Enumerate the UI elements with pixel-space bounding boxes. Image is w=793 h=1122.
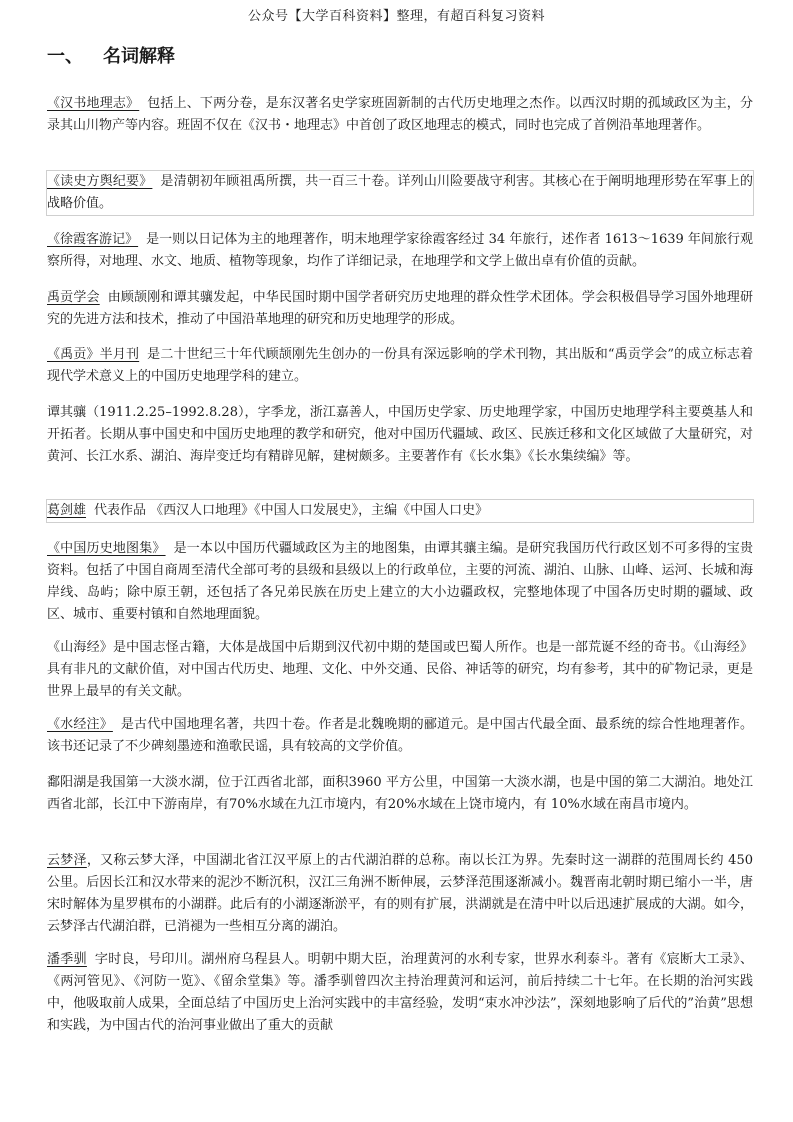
entry-term: 禹贡学会 xyxy=(47,290,100,305)
entry-term: 《汉书地理志》 xyxy=(47,96,140,111)
entry-text: 是古代中国地理名著，共四十卷。作者是北魏晚期的郦道元。是中国古代最全面、最系统的综合性地理著作。该书还记录了不少碑刻墨迹和渔歌民谣，具有较高的文学价值。 xyxy=(47,717,753,754)
entry-text: 谭其骧（1911.2.25–1992.8.28），字季龙，浙江嘉善人，中国历史学家、历史地理学家，中国历史地理学科主要奠基人和开拓者。长期从事中国史和中国历史地理的教学和研究，他对中国历代疆域、政区、民族迁移和文化区域做了大量研究，对黄河、长江水系、湖泊、海岸变迁均有精辟见解，建树颇多。主要著作有《长水集》《长水集续编》等。 xyxy=(47,405,753,464)
entry-term: 潘季驯 xyxy=(47,952,87,967)
entry-term: 《徐霞客游记》 xyxy=(47,232,139,247)
section-number: 一、 xyxy=(47,46,83,67)
page-header: 公众号【大学百科资料】整理，有超百科复习资料 xyxy=(247,9,545,24)
entry-term: 葛剑雄 xyxy=(47,503,87,518)
entry-term: 《读史方舆纪要》 xyxy=(47,174,153,189)
entry-poyang-lake xyxy=(47,772,753,816)
entry-term: 云梦泽 xyxy=(47,853,87,868)
entry-ge-jianxiong xyxy=(47,500,753,522)
entry-historical-atlas xyxy=(47,538,753,626)
entry-text: 由顾颉刚和谭其骧发起，中华民国时期中国学者研究历史地理的群众性学术团体。学会积极倡导学习国外地理研究的先进方法和技术，推动了中国沿革地理的研究和历史地理学的形成。 xyxy=(47,290,753,327)
entry-dushi-fangyu-jiyao xyxy=(47,171,753,215)
entry-term: 《禹贡》半月刊 xyxy=(47,347,140,362)
entry-yugong-society xyxy=(47,287,753,331)
entry-text: 鄱阳湖是我国第一大淡水湖，位于江西省北部，面积3960 平方公里，中国第一大淡水湖，也是中国的第二大湖泊。地处江西省北部，长江中下游南岸，有70%水域在九江市境内，有20%水域在上饶市境内，有 10%水域在南昌市境内。 xyxy=(47,775,753,812)
section-title xyxy=(47,42,175,68)
entry-text: ，又称云梦大泽，中国湖北省江汉平原上的古代湖泊群的总称。南以长江为界。先秦时这一湖群的范围周长约 450 公里。后因长江和汉水带来的泥沙不断沉积，汉江三角洲不断伸展，云梦泽范围逐渐减小。魏晋南北朝时期已缩小一半，唐宋时解体为星罗棋布的小湖群。此后有的小湖逐渐淤平，有的则有扩展，洪湖就是在清中叶以后迅速扩展成的大湖。如今，云梦泽古代湖泊群，已消褪为一些相互分离的湖泊。 xyxy=(47,853,753,934)
section-heading: 名词解释 xyxy=(103,46,175,67)
entry-text: 是一则以日记体为主的地理著作，明末地理学家徐霞客经过 34 年旅行，述作者 1613～1639 年间旅行观察所得，对地理、水文、地质、植物等现象，均作了详细记录，在地理学和文学上做出卓有价值的贡献。 xyxy=(47,232,753,269)
entry-text: 包括上、下两分卷，是东汉著名史学家班固新制的古代历史地理之杰作。以西汉时期的孤域政区为主，分录其山川物产等内容。班固不仅在《汉书・地理志》中首创了政区地理志的模式，同时也完成了首例沿革地理著作。 xyxy=(47,96,753,133)
entry-shuijingzhu xyxy=(47,714,753,758)
entry-text: 是二十世纪三十年代顾颉刚先生创办的一份具有深远影响的学术刊物，其出版和“禹贡学会”的成立标志着现代学术意义上的中国历史地理学科的建立。 xyxy=(47,347,753,384)
entry-yugong-journal xyxy=(47,344,753,388)
entry-tan-qixiang xyxy=(47,402,753,468)
entry-term: 《中国历史地图集》 xyxy=(47,541,166,556)
entry-xu-xiake-youji xyxy=(47,229,753,273)
entry-term: 《水经注》 xyxy=(47,717,113,732)
entry-hanshu-dilizhi xyxy=(47,93,753,137)
entry-text: 代表作品 《西汉人口地理》《中国人口发展史》，主编《中国人口史》 xyxy=(94,503,489,518)
entry-pan-jixun xyxy=(47,949,753,1037)
entry-yunmengze xyxy=(47,850,753,938)
entry-text: 字时良，号印川。湖州府乌程县人。明朝中期大臣，治理黄河的水利专家，世界水利泰斗。著有《宸断大工录》、《两河管见》、《河防一览》、《留余堂集》等。潘季驯曾四次主持治理黄河和运河，前后持续二十七年。在长期的治河实践中，他吸取前人成果，全面总结了中国历史上治河实践中的丰富经验，发明“束水冲沙法”，深刻地影响了后代的”治黄”思想和实践，为中国古代的治河事业做出了重大的贡献 xyxy=(47,952,753,1033)
entry-text: 《山海经》是中国志怪古籍，大体是战国中后期到汉代初中期的楚国或巴蜀人所作。也是一部荒诞不经的奇书。《山海经》具有非凡的文献价值，对中国古代历史、地理、文化、中外交通、民俗、神话等的研究，均有参考，其中的矿物记录，更是世界上最早的有关文献。 xyxy=(47,640,753,699)
entry-text: 是清朝初年顾祖禹所撰，共一百三十卷。详列山川险要战守利害。其核心在于阐明地理形势在军事上的战略价值。 xyxy=(47,174,753,211)
entry-text: 是一本以中国历代疆域政区为主的地图集，由谭其骧主编。是研究我国历代行政区划不可多得的宝贵资料。包括了中国自商周至清代全部可考的县级和县级以上的行政单位，主要的河流、湖泊、山脉、山峰、运河、长城和海岸线、岛屿；除中原王朝，还包括了各兄弟民族在历史上建立的大小边疆政权，完整地体现了中国各历史时期的疆域、政区、城市、重要村镇和自然地理面貌。 xyxy=(47,541,753,622)
entry-shanhaijing xyxy=(47,637,753,703)
